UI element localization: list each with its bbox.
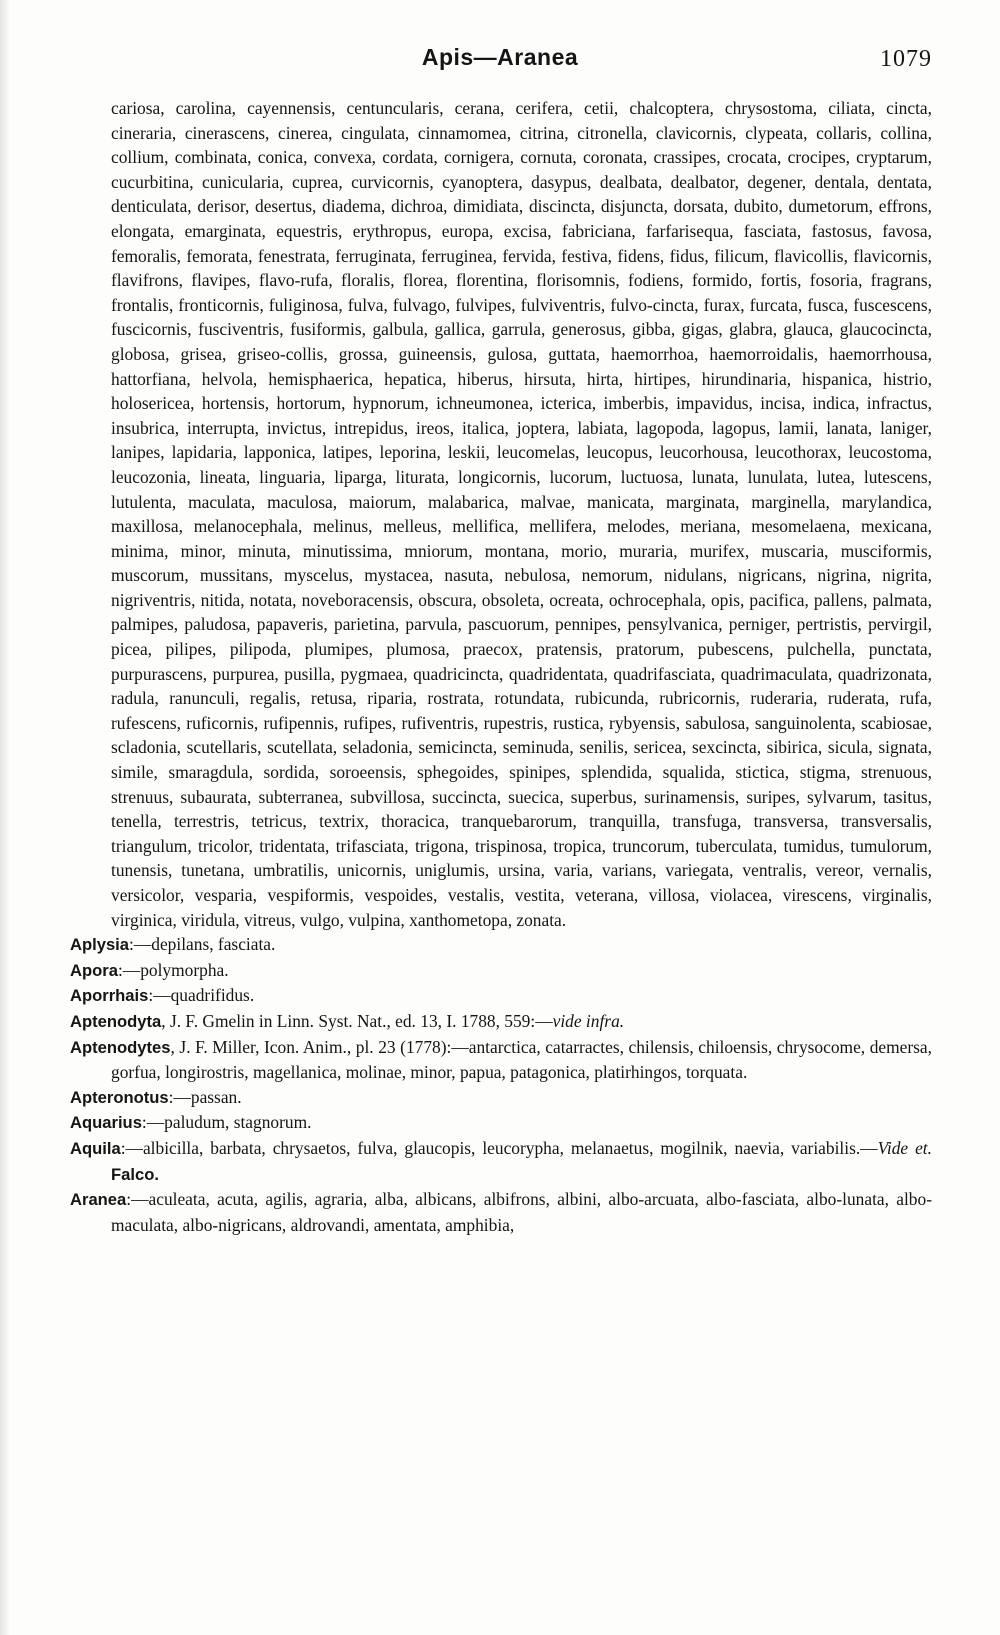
page-edge-shadow: [0, 0, 10, 1635]
genus-name: Aplysia: [70, 935, 130, 955]
entry-separator: :—: [120, 1137, 143, 1158]
species-list: cariosa, carolina, cayennensis, centuncularis, cerana, cerifera, cetii, chalcoptera, chrysostoma, ciliata, cincta, cineraria, cinerascens, cinerea, cingulata, cinnamomea, citrina, citronella, clavicornis, clypeata, collaris, collina, collium, combinata, conica, convexa, cordata, cornigera, cornuta, coronata, crassipes, crocata, crocipes, cryptarum, cucurbitina, cunicularia, cuprea, curvicornis, cyanoptera, dasypus, dealbata, dealbator, degener, dentala, dentata, denticulata, derisor, desertus, diadema, dichroa, dimidiata, discincta, disjuncta, dorsata, dubito, dumetorum, effrons, elongata, emarginata, equestris, erythropus, europa, excisa, fabriciana, farfarisequa, fasciata, fastosus, favosa, femoralis, femorata, fenestrata, ferruginata, ferruginea, fervida, festiva, fidens, fidus, filicum, flavicollis, flavicornis, flavifrons, flavipes, flavo-rufa, floralis, florea, florentina, florisomnis, fodiens, formido, fortis, fosoria, fragrans, frontalis, fronticornis, fuliginosa, fulva, fulvago, fulvipes, fulviventris, fulvo-cincta, furax, furcata, fusca, fuscescens, fuscicornis, fusciventris, fusiformis, galbula, gallica, garrula, generosus, gibba, gigas, glabra, glauca, glaucocincta, globosa, grisea, griseo-collis, grossa, guineensis, gulosa, guttata, haemorrhoa, haemorroidalis, haemorrhousa, hattorfiana, helvola, hemisphaerica, hepatica, hiberus, hirsuta, hirta, hirtipes, hirundinaria, hispanica, histrio, holosericea, hortensis, hortorum, hypnorum, ichneumonea, icterica, imberbis, impavidus, incisa, indica, infractus, insubrica, interrupta, invictus, intrepidus, ireos, italica, joptera, labiata, lagopoda, lagopus, lamii, lanata, laniger, lanipes, lapidaria, lapponica, latipes, leporina, leskii, leucomelas, leucopus, leucorhousa, leucothorax, leucostoma, leucozonia, lineata, linguaria, liparga, liturata, longicornis, lucorum, luctuosa, lunata, lunulata, lutea, lutescens, lutulenta, maculata, maculosa, maiorum, malabarica, malvae, manicata, marginata, marginella, marylandica, maxillosa, melanocephala, melinus, melleus, mellifica, mellifera, melodes, meriana, mesomelaena, mexicana, minima, minor, minuta, minutissima, mniorum, montana, morio, muraria, murifex, muscaria, musciformis, muscorum, mussitans, myscelus, mystacea, nasuta, nebulosa, nemorum, nidulans, nigricans, nigrina, nigrita, nigriventris, nitida, notata, noveboracensis, obscura, obsoleta, ocreata, ochrocephala, opis, pacifica, pallens, palmata, palmipes, paludosa, papaveris, parietina, parvula, pascuorum, pennipes, pensylvanica, perniger, pertristis, pervirgil, picea, pilipes, pilipoda, plumipes, plumosa, praecox, pratensis, pratorum, pubescens, pulchella, punctata, purpurascens, purpurea, pusilla, pygmaea, quadricincta, quadridentata, quadrifasciata, quadrimaculata, quadrizonata, radula, ranunculi, regalis, retusa, riparia, rostrata, rotundata, rubicunda, rubricornis, ruderaria, ruderata, rufa, rufescens, ruficornis, rufipennis, rufipes, rufiventris, rupestris, rustica, rybyensis, sabulosa, sanguinolenta, scabiosae, scladonia, scutellaris, scutellata, seladonia, semicincta, seminuda, senilis, sericea, sexcincta, sibirica, sicula, signata, simile, smaragdula, sordida, soroeensis, sphegoides, spinipes, splendida, squalida, stictica, stigma, strenuous, strenuus, subaurata, subterranea, subvillosa, succincta, suecica, superbus, surinamensis, suripes, sylvarum, tasitus, tenella, terrestris, tetricus, textrix, thoracica, tranquebarorum, tranquilla, transfuga, transversa, transversalis, triangulum, tricolor, tridentata, trifasciata, trigona, trispinosa, tropica, truncorum, tuberculata, tumidus, tumulorum, tunensis, tunetana, umbratilis, unicornis, uniglumis, ursina, varia, varians, variegata, ventralis, vereor, vernalis, versicolor, vesparia, vespiformis, vespoides, vestalis, vestita, veterana, villosa, violacea, virescens, virginalis, virginica, viridula, vitreus, vulgo, vulpina, xanthometopa, zonata.: [111, 98, 932, 930]
entry-separator: :—: [129, 934, 152, 955]
index-entry-apis-continued: [70, 96, 932, 932]
species-list: paludum, stagnorum.: [164, 1112, 312, 1133]
index-entry-aranea: [70, 1187, 932, 1237]
species-list: polymorpha.: [140, 959, 229, 980]
entry-separator: :—: [168, 1086, 191, 1107]
species-list: antarctica, catarractes, chilensis, chiloensis, chrysocome, demersa, gorfua, longirostris, magellanica, molinae, minor, papua, patagonica, platirhingos, torquata.: [111, 1036, 932, 1083]
page-number: 1079: [880, 46, 932, 72]
genus-authority: , J. F. Miller, Icon. Anim., pl. 23 (1778): [170, 1036, 447, 1057]
index-entry-apteronotus: [70, 1085, 932, 1111]
genus-name: Aquila: [70, 1138, 121, 1158]
entry-separator: :—: [530, 1010, 553, 1031]
cross-reference-label: vide infra.: [552, 1010, 625, 1031]
genus-name: Aporrhais: [70, 986, 149, 1006]
index-entry-aplysia: [70, 932, 932, 958]
entry-separator: :—: [446, 1036, 469, 1057]
species-list: aculeata, acuta, agilis, agraria, alba, albicans, albifrons, albini, albo-arcuata, albo-fasciata, albo-lunata, albo-maculata, albo-nigricans, aldrovandi, amentata, amphibia,: [111, 1189, 932, 1235]
genus-name: Aptenodyta: [70, 1011, 162, 1031]
entry-separator: :—: [148, 985, 171, 1006]
index-entry-aquarius: [70, 1110, 932, 1136]
index-entry-aptenodytes: [70, 1035, 932, 1085]
genus-name: Aptenodytes: [70, 1037, 171, 1057]
index-entry-aquila: [70, 1136, 932, 1187]
genus-name: Aranea: [70, 1190, 127, 1210]
genus-authority: , J. F. Gmelin in Linn. Syst. Nat., ed. 13, I. 1788, 559: [161, 1010, 531, 1031]
index-entry-aptenodyta: [70, 1009, 932, 1035]
cross-reference-label: Vide et.: [877, 1137, 932, 1158]
index-content: [70, 96, 932, 1237]
entry-separator: :—: [117, 959, 141, 980]
genus-name: Apteronotus: [70, 1087, 169, 1107]
running-title: Apis—Aranea: [421, 44, 579, 70]
index-entry-apora: [70, 958, 932, 984]
species-list: depilans, fasciata.: [151, 934, 276, 955]
entry-separator: :—: [141, 1112, 165, 1133]
species-list: quadrifidus.: [170, 985, 255, 1006]
cross-reference-target: Falco.: [111, 1164, 159, 1184]
genus-name: Aquarius: [70, 1113, 142, 1133]
index-entry-aporrhais: [70, 983, 932, 1009]
species-list: passan.: [190, 1086, 242, 1107]
entry-separator: :—: [126, 1189, 149, 1210]
genus-name: Apora: [70, 960, 118, 980]
species-list: albicilla, barbata, chrysaetos, fulva, glaucopis, leucorypha, melanaetus, mogilnik, naevia, variabilis.—: [142, 1137, 878, 1158]
running-head: [0, 44, 1000, 78]
